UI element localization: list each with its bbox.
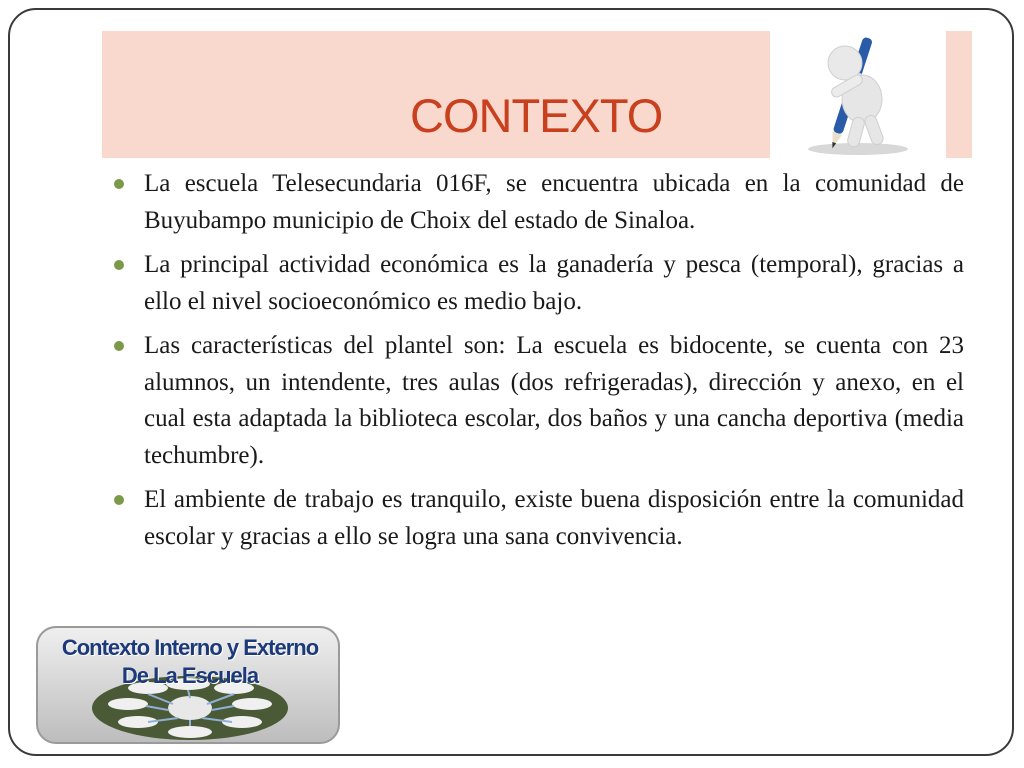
list-item xyxy=(114,328,964,474)
page-title: CONTEXTO xyxy=(410,89,663,142)
bullet-text: La principal actividad económica es la ganadería y pesca (temporal), gracias a ello el nivel socioeconómico es medio bajo. xyxy=(144,251,964,315)
diagram-thumbnail xyxy=(36,626,340,744)
bullet-list xyxy=(114,166,964,563)
bullet-text: Las características del plantel son: La escuela es bidocente, se cuenta con 23 alumnos, un intendente, tres aulas (dos refrigeradas), dirección y anexo, en el cual esta adaptada la biblioteca escolar, dos baños y una cancha deportiva (media techumbre). xyxy=(144,332,964,469)
list-item xyxy=(114,247,964,320)
list-item xyxy=(114,482,964,555)
bullet-text: El ambiente de trabajo es tranquilo, existe buena disposición entre la comunidad escolar y gracias a ello se logra una sana convivencia. xyxy=(144,486,964,550)
bullet-dot xyxy=(114,495,124,505)
thumbnail-title: Contexto Interno y Externo De La Escuela xyxy=(61,635,319,688)
bullet-dot xyxy=(114,341,124,351)
figure-with-pen-icon xyxy=(770,31,946,158)
list-item xyxy=(114,166,964,239)
bullet-dot xyxy=(114,179,124,189)
bullet-text: La escuela Telesecundaria 016F, se encuentra ubicada en la comunidad de Buyubampo municipio de Choix del estado de Sinaloa. xyxy=(144,170,964,234)
bullet-dot xyxy=(114,260,124,270)
